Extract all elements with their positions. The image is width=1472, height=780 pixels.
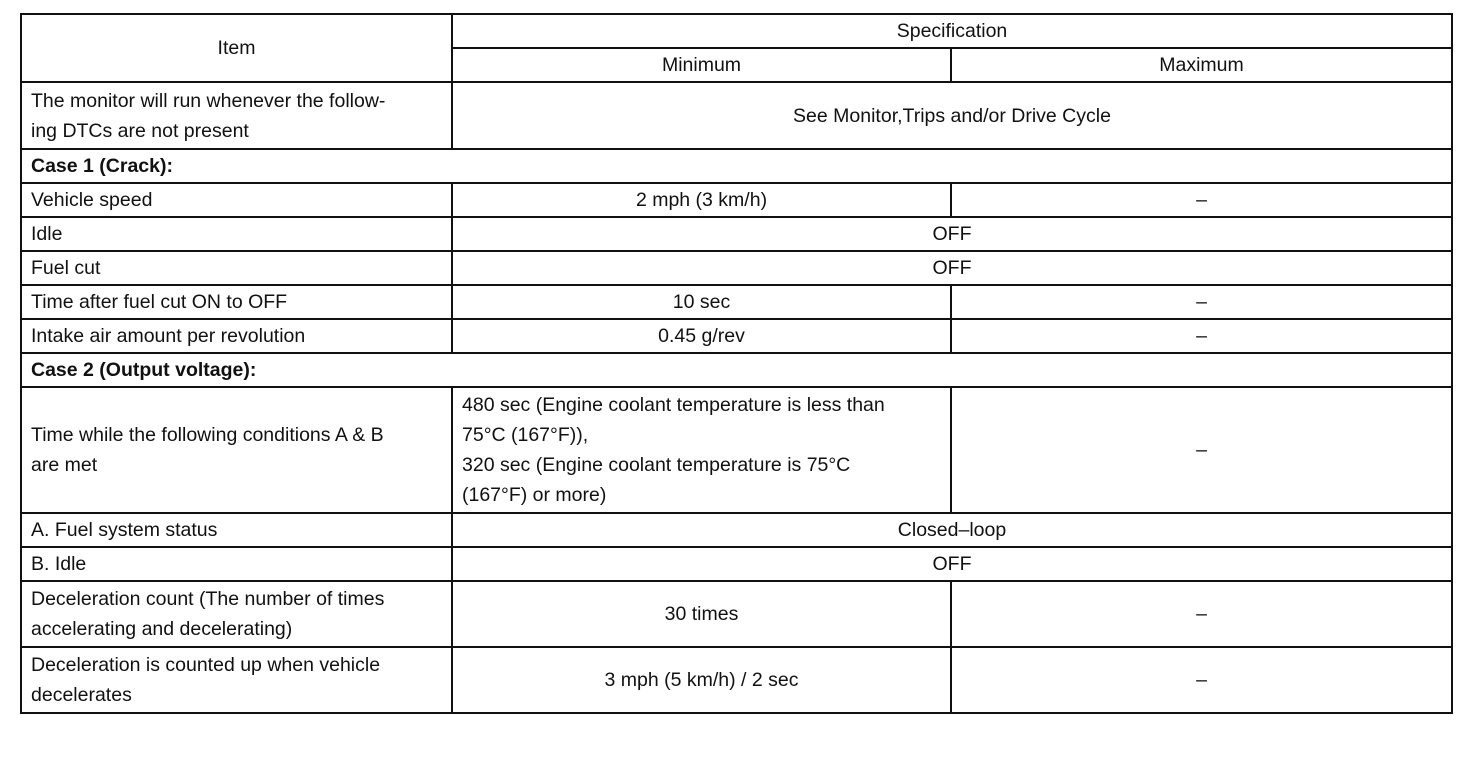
- row-max: –: [951, 319, 1452, 353]
- row-spec-span: OFF: [452, 547, 1452, 581]
- row-min: 3 mph (5 km/h) / 2 sec: [452, 647, 951, 713]
- table-row: [21, 251, 1452, 285]
- row-min: 0.45 g/rev: [452, 319, 951, 353]
- row-spec-span: OFF: [452, 217, 1452, 251]
- row-spec-span: OFF: [452, 251, 1452, 285]
- row-item: Intake air amount per revolution: [21, 319, 452, 353]
- section-row: [21, 353, 1452, 387]
- section-heading: Case 2 (Output voltage):: [21, 353, 1452, 387]
- table-row: [21, 319, 1452, 353]
- row-min: 480 sec (Engine coolant temperature is less than 75°C (167°F)), 320 sec (Engine coolant temperature is 75°C (167°F) or more): [452, 387, 951, 513]
- table-row: [21, 547, 1452, 581]
- header-item: Item: [21, 14, 452, 82]
- row-min: 10 sec: [452, 285, 951, 319]
- row-max: –: [951, 581, 1452, 647]
- row-max: –: [951, 183, 1452, 217]
- row-item: Deceleration is counted up when vehicle decelerates: [21, 647, 452, 713]
- row-max: –: [951, 647, 1452, 713]
- table-row: [21, 82, 1452, 149]
- row-min: 30 times: [452, 581, 951, 647]
- spec-table: [20, 13, 1453, 714]
- row-item: Fuel cut: [21, 251, 452, 285]
- row-item: Time after fuel cut ON to OFF: [21, 285, 452, 319]
- row-spec-span: Closed–loop: [452, 513, 1452, 547]
- table-row: [21, 387, 1452, 513]
- row-max: –: [951, 285, 1452, 319]
- row-item: A. Fuel system status: [21, 513, 452, 547]
- table-row: [21, 183, 1452, 217]
- row-spec-span: See Monitor,Trips and/or Drive Cycle: [452, 82, 1452, 149]
- row-item: Deceleration count (The number of times accelerating and decelerating): [21, 581, 452, 647]
- header-minimum: Minimum: [452, 48, 951, 82]
- table-row: [21, 217, 1452, 251]
- table-row: [21, 581, 1452, 647]
- row-item: Idle: [21, 217, 452, 251]
- table-row: [21, 513, 1452, 547]
- header-maximum: Maximum: [951, 48, 1452, 82]
- table-row: [21, 285, 1452, 319]
- table-row: [21, 647, 1452, 713]
- row-min: 2 mph (3 km/h): [452, 183, 951, 217]
- row-item: The monitor will run whenever the follow- ing DTCs are not present: [21, 82, 452, 149]
- section-row: [21, 149, 1452, 183]
- row-item: B. Idle: [21, 547, 452, 581]
- row-item: Vehicle speed: [21, 183, 452, 217]
- section-heading: Case 1 (Crack):: [21, 149, 1452, 183]
- row-item: Time while the following conditions A & B are met: [21, 387, 452, 513]
- header-specification: Specification: [452, 14, 1452, 48]
- row-max: –: [951, 387, 1452, 513]
